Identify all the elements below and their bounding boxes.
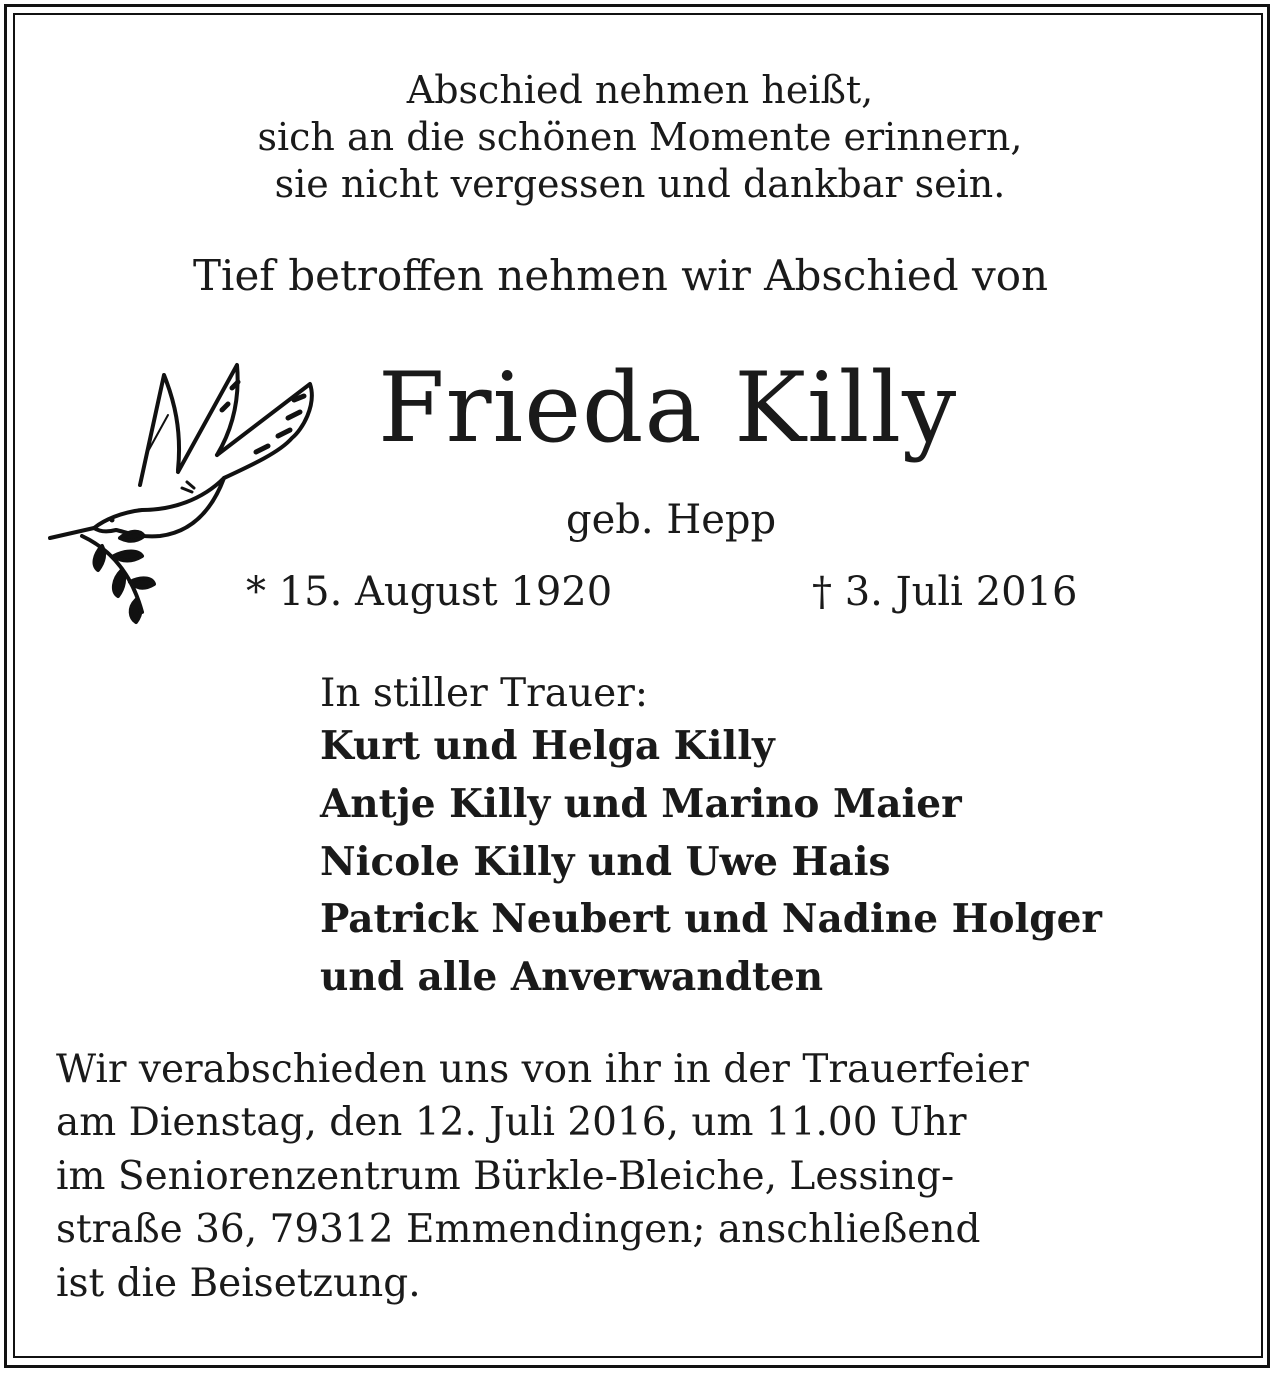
death-date: † 3. Juli 2016	[812, 569, 1078, 615]
mourner-line: und alle Anverwandten	[320, 954, 824, 1000]
mourner-line: Nicole Killy und Uwe Hais	[320, 839, 891, 885]
service-line-5: ist die Beisetzung.	[56, 1261, 421, 1306]
deceased-name: Frieda Killy	[378, 352, 958, 464]
mourner-line: Kurt und Helga Killy	[320, 723, 775, 769]
service-line-2: am Dienstag, den 12. Juli 2016, um 11.00 Uhr	[56, 1100, 967, 1145]
motto-line-3: sie nicht vergessen und dankbar sein.	[274, 162, 1006, 206]
mourner-line: Antje Killy und Marino Maier	[320, 781, 962, 827]
service-line-1: Wir verabschieden uns von ihr in der Trauerfeier	[56, 1047, 1029, 1092]
service-line-4: straße 36, 79312 Emmendingen; anschließend	[56, 1207, 981, 1252]
mourners-heading: In stiller Trauer:	[320, 671, 649, 716]
birth-date: * 15. August 1920	[246, 569, 613, 615]
maiden-name: geb. Hepp	[566, 497, 777, 543]
motto-line-1: Abschied nehmen heißt,	[406, 68, 874, 112]
motto-line-2: sich an die schönen Momente erinnern,	[257, 115, 1023, 159]
service-line-3: im Seniorenzentrum Bürkle-Bleiche, Lessing-	[56, 1154, 955, 1199]
intro-text: Tief betroffen nehmen wir Abschied von	[193, 251, 1049, 300]
mourner-line: Patrick Neubert und Nadine Holger	[320, 896, 1102, 942]
